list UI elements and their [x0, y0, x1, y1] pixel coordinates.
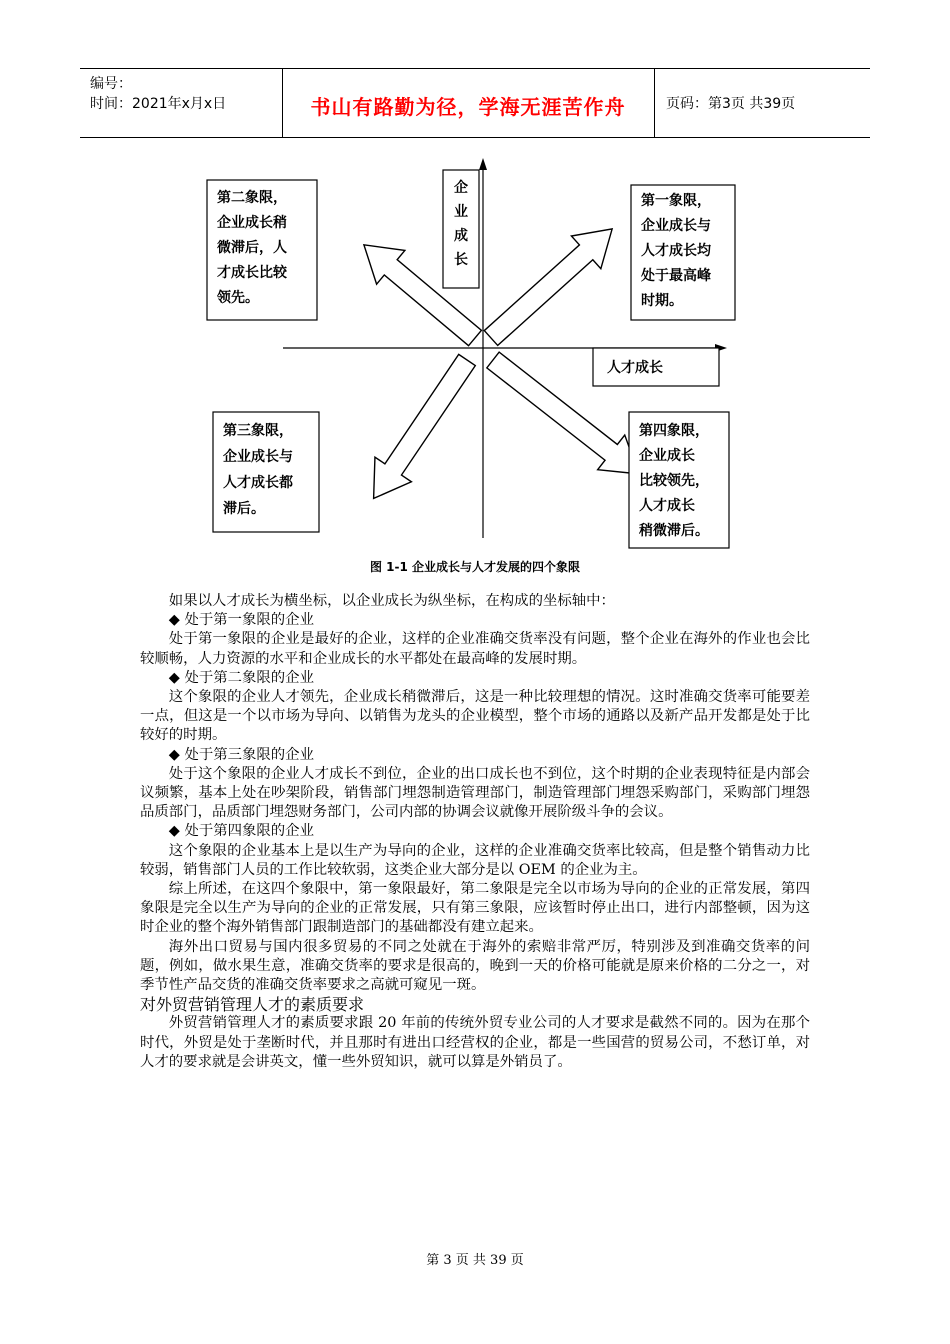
header-motto-cell	[282, 69, 655, 137]
q4-line: 企业成长	[639, 448, 695, 464]
y-axis-label-char: 企	[454, 180, 468, 196]
bullet-q4: ◆ 处于第四象限的企业	[168, 823, 314, 840]
paragraph-talent: 外贸营销管理人才的素质要求跟 20 年前的传统外贸专业公司的人才要求是截然不同的。因为在那个时代，外贸是处于垄断时代，并且那时有进出口经营权的企业，都是一些国营的贸易公司，不愁订单，对人才的要求就是会讲英文，懂一些外贸知识，就可以算是外销员了。	[140, 1015, 810, 1070]
paragraph-q4: 这个象限的企业基本上是以生产为导向的企业，这样的企业准确交货率比较高，但是整个销售动力比较弱，销售部门人员的工作比较软弱，这类企业大部分是以 OEM 的企业为主。	[140, 842, 810, 878]
paragraph-q1: 处于第一象限的企业是最好的企业，这样的企业准确交货率没有问题，整个企业在海外的作业也会比较顺畅，人力资源的水平和企业成长的水平都处在最高峰的发展时期。	[140, 631, 810, 667]
quadrant-figure	[195, 150, 755, 555]
figure-caption: 图 1-1 企业成长与人才发展的四个象限	[369, 560, 581, 574]
q1-line: 处于最高峰	[641, 268, 711, 284]
arrow-q3	[355, 348, 485, 511]
q2-line: 微滞后，人	[217, 240, 287, 256]
y-axis-label-char: 长	[454, 252, 468, 268]
arrow-q1	[476, 213, 627, 355]
motto: 书山有路勤为径，学海无涯苦作舟	[310, 95, 626, 119]
header-page-cell	[654, 69, 870, 137]
intro-paragraph: 如果以人才成长为横坐标，以企业成长为纵坐标，在构成的坐标轴中：	[168, 593, 615, 609]
page-footer: 第 3 页 共 39 页	[426, 1253, 524, 1268]
bullet-q1: ◆ 处于第一象限的企业	[168, 612, 314, 629]
q1-line: 人才成长均	[641, 243, 711, 259]
q3-line: 人才成长都	[223, 475, 293, 491]
q2-line: 第二象限，	[217, 190, 287, 206]
q4-line: 比较领先，	[639, 473, 709, 489]
q1-line: 时期。	[641, 293, 683, 309]
paragraph-summary: 综上所述，在这四个象限中，第一象限最好，第二象限是完全以市场为导向的企业的正常发展，第四象限是完全以生产为导向的企业的正常发展，只有第三象限，应该暂时停止出口，进行内部整顿，因为这时企业的整个海外销售部门跟制造部门的基础都没有建立起来。	[140, 881, 810, 936]
q2-line: 才成长比较	[217, 265, 287, 281]
q3-line: 第三象限，	[223, 423, 293, 439]
q2-line: 企业成长稍	[217, 215, 287, 231]
date-label: 时间：2021年x月x日	[90, 96, 227, 112]
q1-line: 企业成长与	[641, 218, 711, 234]
q3-line: 企业成长与	[223, 449, 293, 465]
y-axis-arrowhead	[479, 158, 487, 170]
y-axis-label-char: 成	[454, 228, 468, 244]
q4-line: 人才成长	[639, 498, 695, 514]
y-axis-label-char: 业	[454, 204, 468, 220]
q4-line: 第四象限，	[639, 423, 709, 439]
paragraph-export: 海外出口贸易与国内很多贸易的不同之处就在于海外的索赔非常严厉，特别涉及到准确交货率的问题，例如，做水果生意，准确交货率的要求是很高的，晚到一天的价格可能就是原来价格的二分之一，对季节性产品交货的准确交货率要求之高就可窥见一斑。	[140, 938, 810, 994]
section-heading: 对外贸营销管理人才的素质要求	[140, 995, 365, 1015]
page-header	[80, 68, 870, 138]
q4-line: 稍微滞后。	[639, 523, 709, 539]
q1-line: 第一象限，	[641, 193, 711, 209]
q3-line: 滞后。	[223, 501, 265, 517]
bullet-q3: ◆ 处于第三象限的企业	[168, 746, 314, 763]
header-meta-cell	[80, 69, 283, 137]
x-axis-label: 人才成长	[607, 360, 663, 376]
paragraph-q2: 这个象限的企业人才领先，企业成长稍微滞后，这是一种比较理想的情况。这时准确交货率可能要差一点，但这是一个以市场为导向、以销售为龙头的企业模型，整个市场的通路以及新产品开发都是处于比较好的时期。	[140, 689, 810, 744]
body-text	[140, 592, 810, 1072]
paragraph-q3: 处于这个象限的企业人才成长不到位，企业的出口成长也不到位，这个时期的企业表现特征是内部会议频繁，基本上处在吵架阶段，销售部门埋怨制造管理部门，制造管理部门埋怨采购部门，采购部门埋怨品质部门，品质部门埋怨财务部门，公司内部的协调会议就像开展阶级斗争的会议。	[140, 765, 810, 821]
number-label: 编号：	[90, 76, 132, 92]
bullet-q2: ◆ 处于第二象限的企业	[168, 669, 314, 686]
q2-line: 领先。	[217, 290, 259, 306]
page-info: 页码：第3页 共39页	[666, 96, 796, 112]
